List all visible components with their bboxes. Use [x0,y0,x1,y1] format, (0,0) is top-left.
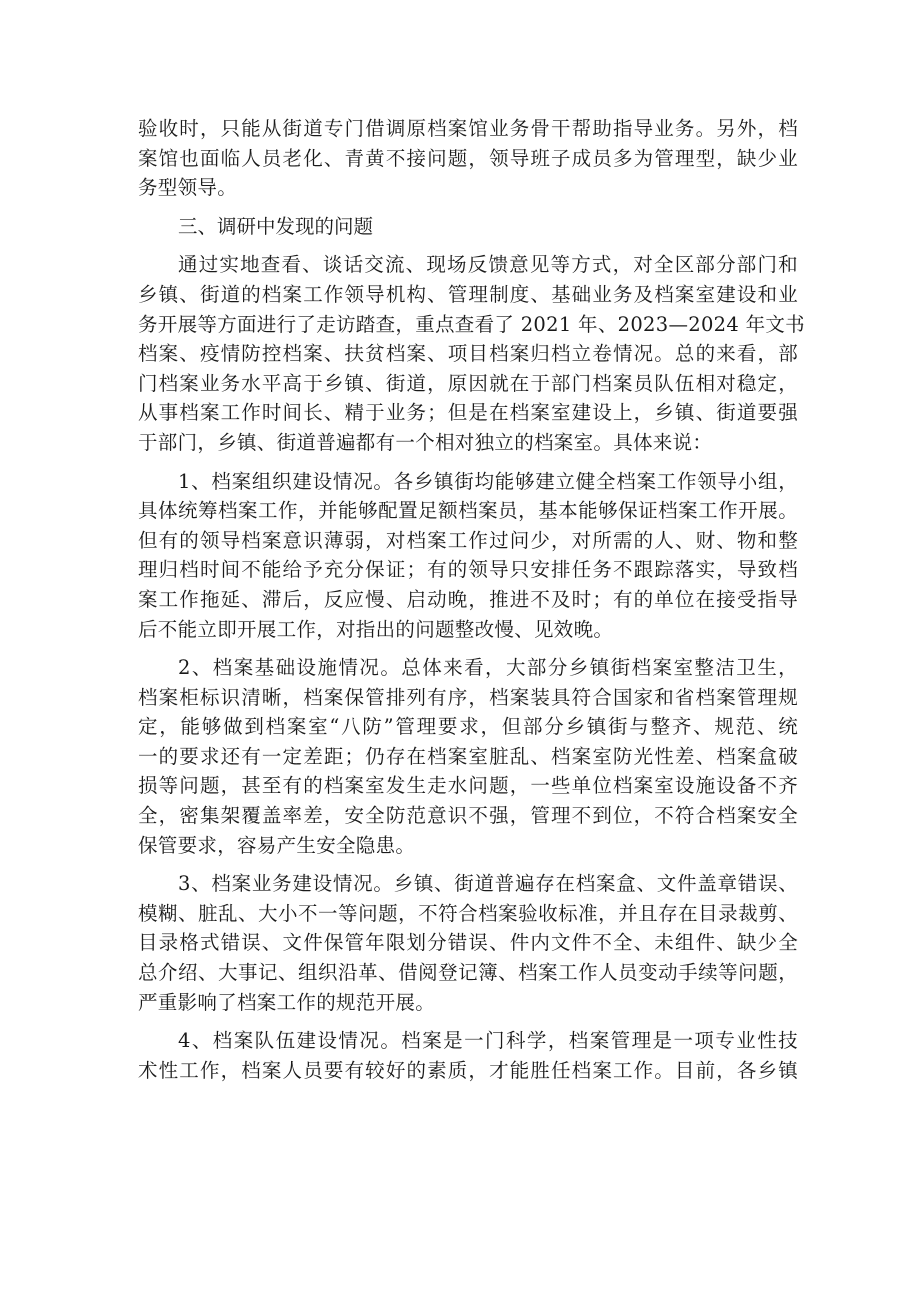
paragraph-item-2 [138,653,798,860]
text-line: 损等问题，甚至有的档案室发生走水问题，一些单位档案室设施设备不齐 [138,774,798,798]
section-heading: 三、调研中发现的问题 [178,214,374,238]
text-line: 从事档案工作时间长、精于业务；但是在档案室建设上，乡镇、街道要强 [138,401,798,425]
text-line: 后不能立即开展工作，对指出的问题整改慢、见效晚。 [138,617,614,641]
text-line: 定，能够做到档案室“八防”管理要求，但部分乡镇街与整齐、规范、统 [138,715,798,739]
text-line: 案工作拖延、滞后，反应慢、启动晚，推进不及时；有的单位在接受指导 [138,587,798,611]
paragraph-item-3 [138,869,798,1017]
text-line: 验收时，只能从街道专门借调原档案馆业务骨干帮助指导业务。另外，档 [138,117,798,140]
text-line: 全，密集架覆盖率差，安全防范意识不强，管理不到位，不符合档案安全 [138,804,798,828]
text-line: 模糊、脏乱、大小不一等问题，不符合档案验收标准，并且存在目录裁剪、 [138,901,798,925]
text-line: 具体统筹档案工作，并能够配置足额档案员，基本能够保证档案工作开展。 [138,499,798,523]
text-line: 术性工作，档案人员要有较好的素质，才能胜任档案工作。目前，各乡镇 [138,1058,798,1082]
text-line: 目录格式错误、文件保管年限划分错误、件内文件不全、未组件、缺少全 [138,931,798,955]
paragraph-continuation [138,114,798,203]
text-line: 2、档案基础设施情况。总体来看，大部分乡镇街档案室整洁卫生， [178,656,798,680]
text-line: 档案、疫情防控档案、扶贫档案、项目档案归档立卷情况。总的来看，部 [138,342,798,366]
text-line: 3、档案业务建设情况。乡镇、街道普遍存在档案盒、文件盖章错误、 [178,872,798,896]
text-line: 务型领导。 [138,176,238,200]
text-line: 1、档案组织建设情况。各乡镇街均能够建立健全档案工作领导小组， [178,469,798,493]
text-line: 门档案业务水平高于乡镇、街道，原因就在于部门档案员队伍相对稳定， [138,371,798,395]
text-line: 乡镇、街道的档案工作领导机构、管理制度、基础业务及档案室建设和业 [138,282,798,306]
text-line: 4、档案队伍建设情况。档案是一门科学，档案管理是一项专业性技 [178,1029,798,1053]
paragraph-item-1 [138,467,798,645]
text-line: 务开展等方面进行了走访踏查，重点查看了 2021 年、2023—2024 年文书 [138,312,805,336]
text-line: 通过实地查看、谈话交流、现场反馈意见等方式，对全区部分部门和 [178,253,798,277]
paragraph-item-4 [138,1026,798,1085]
paragraph-intro [138,250,805,457]
text-line: 理归档时间不能给予充分保证；有的领导只安排任务不跟踪落实，导致档 [138,558,798,582]
text-line: 一的要求还有一定差距；仍存在档案室脏乱、档案室防光性差、档案盒破 [138,744,798,768]
text-line: 总介绍、大事记、组织沿革、借阅登记簿、档案工作人员变动手续等问题， [138,961,798,985]
document-page [138,114,805,1085]
text-line: 案馆也面临人员老化、青黄不接问题，领导班子成员多为管理型，缺少业 [138,146,798,170]
text-line: 档案柜标识清晰，档案保管排列有序，档案装具符合国家和省档案管理规 [138,685,798,709]
text-line: 严重影响了档案工作的规范开展。 [138,990,436,1014]
text-line: 保管要求，容易产生安全隐患。 [138,833,416,857]
text-line: 于部门，乡镇、街道普遍都有一个相对独立的档案室。具体来说： [138,430,713,454]
text-line: 但有的领导档案意识薄弱，对档案工作过问少，对所需的人、财、物和整 [138,528,798,552]
